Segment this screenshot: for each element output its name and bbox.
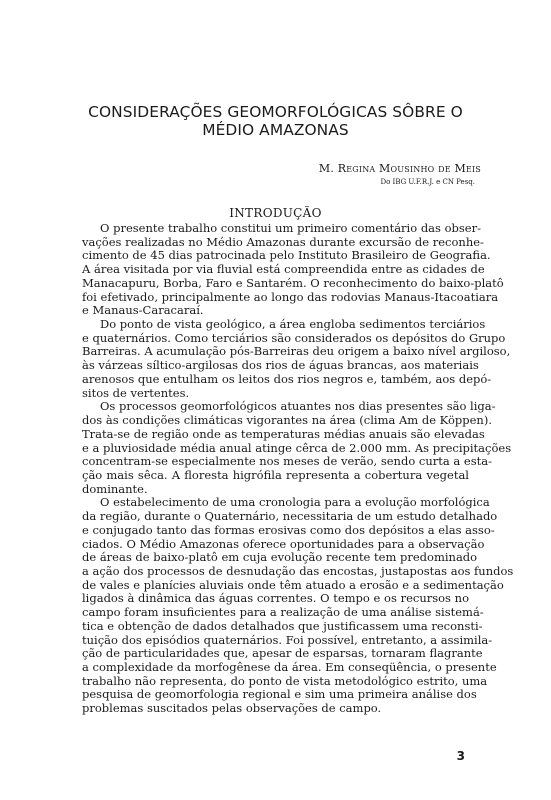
paragraph-line: da região, durante o Quaternário, necessitaria de um estudo detalhado (82, 509, 498, 524)
paragraph-line: arenosos que entulham os leitos dos rios negros e, também, aos depó- (82, 371, 492, 386)
paragraph-line: O presente trabalho constitui um primeiro comentário das obser- (100, 221, 481, 235)
paragraph-line: dominante. (82, 481, 148, 496)
paragraph-line: de vales e planícies aluviais onde têm atuado a erosão e a sedimentação (82, 577, 504, 592)
paragraph-line: e quaternários. Como terciários são considerados os depósitos do Grupo (82, 330, 506, 345)
section-heading: INTRODUÇÃO (229, 206, 322, 220)
body-text (82, 221, 514, 716)
paper-title (56, 103, 495, 139)
paragraph (82, 495, 514, 716)
paragraph-line: Manacapuru, Borba, Faro e Santarém. O reconhecimento do baixo-platô (82, 275, 504, 290)
paragraph (82, 399, 512, 496)
paragraph-line: O estabelecimento de uma cronologia para a evolução morfológica (100, 495, 490, 510)
paragraph-line: às várzeas síltico-argilosas dos rios de águas brancas, aos materiais (82, 358, 479, 373)
paragraph-line: de áreas de baixo-platô em cuja evolução recente tem predominado (82, 550, 478, 565)
paragraph-line: Os processos geomorfológicos atuantes nos dias presentes são liga- (100, 399, 496, 414)
paragraph-line: e Manaus-Caracaraí. (82, 303, 204, 318)
paragraph-line: trabalho não representa, do ponto de vista metodológico estrito, uma (82, 673, 488, 688)
paragraph-line: campo foram insuficientes para a realização de uma análise sistemá- (82, 605, 484, 620)
paragraph-line: ligados à dinâmica das águas correntes. O tempo e os recursos no (82, 591, 469, 606)
paragraph-line: tuição dos episódios quaternários. Foi possível, entretanto, a assimila- (82, 632, 493, 647)
paragraph-line: sitos de vertentes. (82, 385, 190, 400)
paragraph-line: a complexidade da morfogênese da área. Em conseqüência, o presente (82, 660, 497, 674)
paragraph-line: problemas suscitados pelas observações de campo. (82, 701, 382, 716)
author-name: M. Regina Mousinho de Meis (318, 162, 481, 175)
paragraph (82, 317, 511, 400)
paragraph-line: vações realizadas no Médio Amazonas durante excursão de reconhe- (82, 234, 484, 249)
author-affiliation: Do IBG U.F.R.J. e CN Pesq. (380, 178, 475, 186)
paragraph-line: ção de particularidades que, apesar de esparsas, tornaram flagrante (82, 646, 483, 661)
paragraph-line: cimento de 45 dias patrocinada pelo Instituto Brasileiro de Geografia. (82, 248, 491, 263)
paragraph-line: e a pluviosidade média anual atinge cêrca de 2.000 mm. As precipitações (82, 440, 512, 455)
paper-title-line-2: MÉDIO AMAZONAS (202, 121, 349, 139)
page-number: 3 (456, 749, 465, 763)
paper-title-line-1: CONSIDERAÇÕES GEOMORFOLÓGICAS SÔBRE O (88, 103, 463, 121)
paragraph-line: concentram-se especialmente nos meses de verão, sendo curta a esta- (82, 454, 492, 469)
paragraph-line: Do ponto de vista geológico, a área engloba sedimentos terciários (100, 317, 486, 332)
paragraph-line: dos às condições climáticas vigorantes na área (clima Am de Köppen). (82, 413, 492, 428)
paragraph-line: tica e obtenção de dados detalhados que justificassem uma reconsti- (82, 618, 483, 633)
paragraph-line: Barreiras. A acumulação pós-Barreiras deu origem a baixo nível argiloso, (82, 344, 511, 359)
paragraph-line: Trata-se de região onde as temperaturas médias anuais são elevadas (82, 426, 485, 441)
paragraph-line: e conjugado tanto das formas erosivas como dos depósitos a elas asso- (82, 522, 495, 537)
paragraph (82, 221, 504, 318)
paragraph-line: A área visitada por via fluvial está compreendida entre as cidades de (82, 262, 485, 277)
paragraph-line: foi efetivado, principalmente ao longo das rodovias Manaus-Itacoatiara (82, 289, 499, 304)
paragraph-line: ciados. O Médio Amazonas oferece oportunidades para a observação (82, 536, 485, 551)
paragraph-line: ção mais sêca. A floresta higrófila representa a cobertura vegetal (82, 467, 469, 482)
paragraph-line: pesquisa de geomorfologia regional e sim uma primeira análise dos (82, 687, 477, 702)
paragraph-line: a ação dos processos de desnudação das encostas, justapostas aos fundos (82, 563, 514, 578)
